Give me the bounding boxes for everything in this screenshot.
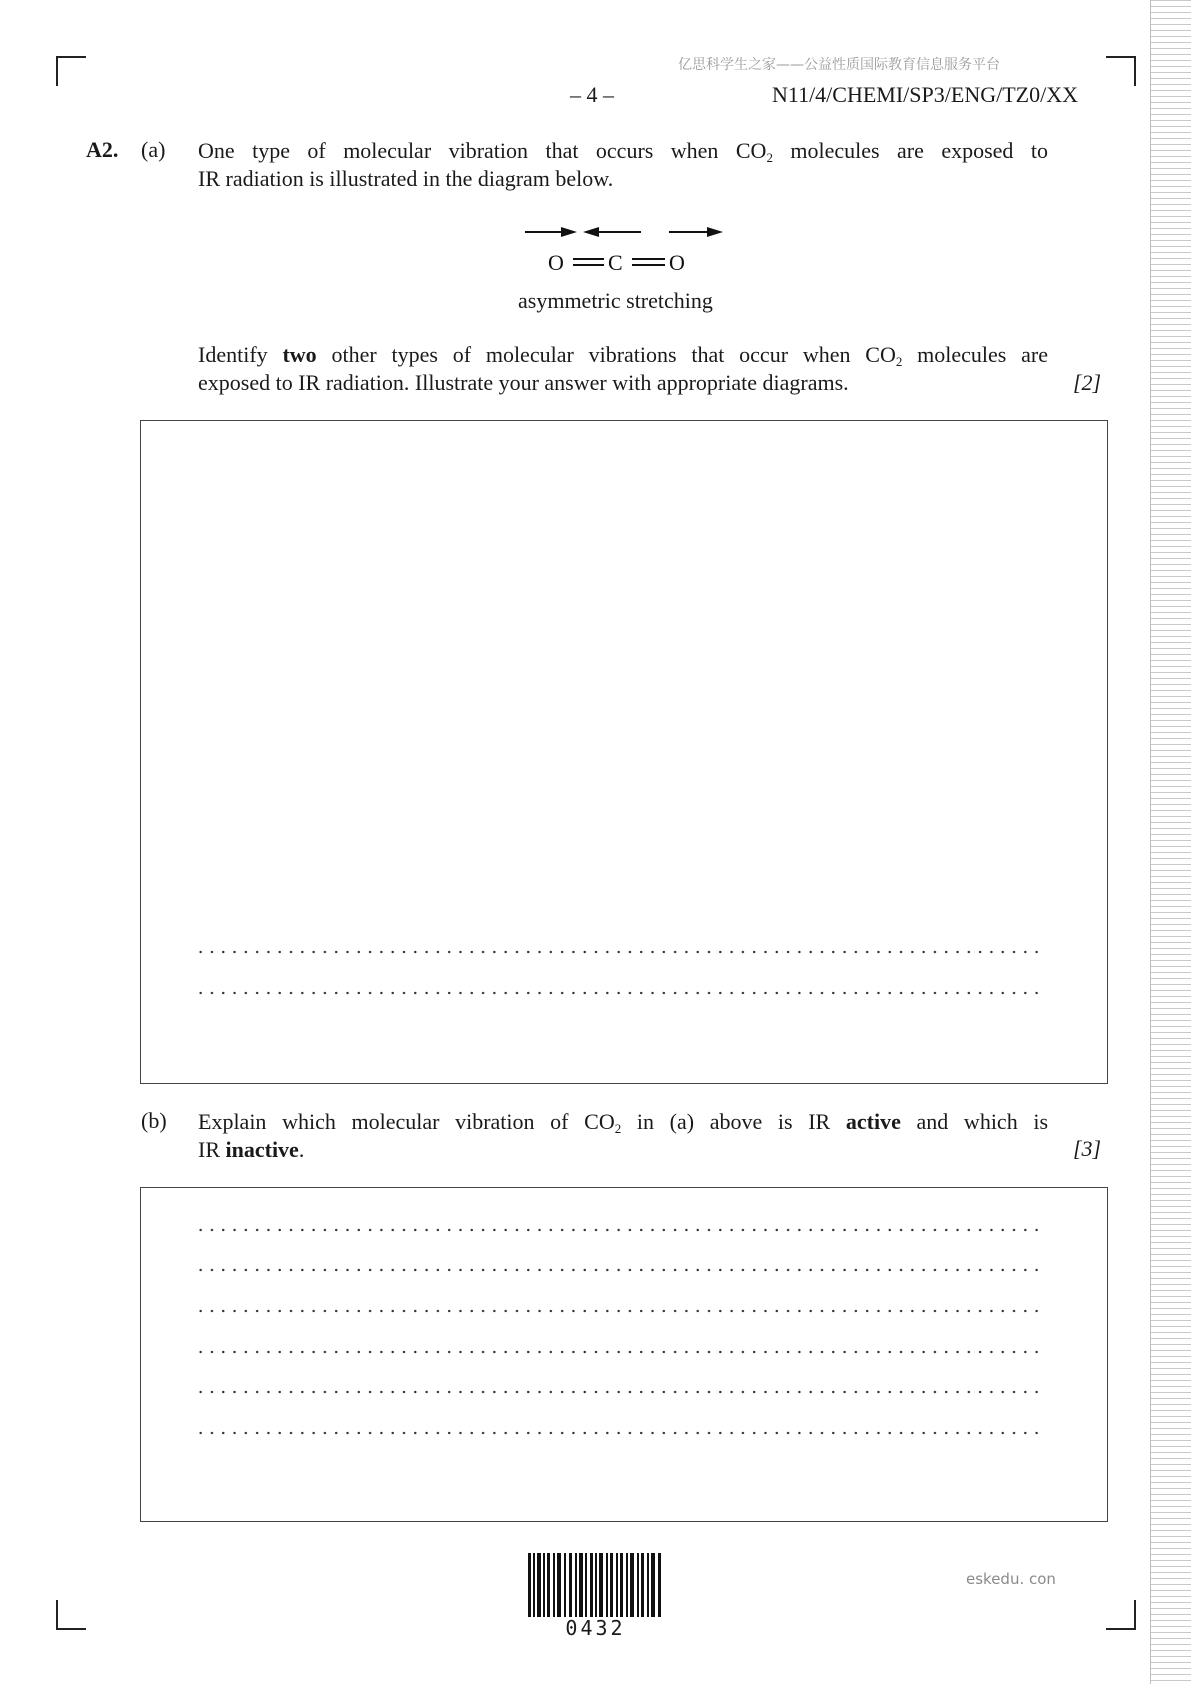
prompt-text: . [298,1137,305,1162]
answer-line[interactable] [195,1390,1045,1394]
part-a-task [198,341,1048,397]
answer-line[interactable] [195,991,1045,995]
answer-line[interactable] [195,1228,1045,1232]
intro-text: One type of molecular vibration that occurs when CO [198,138,767,163]
answer-line[interactable] [195,1431,1045,1435]
barcode-number: 0432 [565,1616,626,1640]
part-a-intro [198,137,1048,193]
intro-text-line2: IR radiation is illustrated in the diagram below. [198,166,614,191]
crop-mark-top-right [1106,56,1136,86]
marks-part-b: [3] [1073,1136,1102,1161]
part-b-prompt [198,1108,1048,1164]
crop-mark-bottom-right [1106,1600,1136,1630]
answer-line[interactable] [195,1350,1045,1354]
answer-box-part-a[interactable] [140,420,1108,1084]
part-a-label: (a) [141,137,166,162]
crop-mark-bottom-left [56,1600,86,1630]
answer-line[interactable] [195,1309,1045,1313]
answer-box-part-b[interactable] [140,1187,1108,1522]
task-text: other types of molecular vibrations that occur when CO [316,342,896,367]
atom-o-left: O [548,250,564,275]
prompt-text: IR [198,1137,226,1162]
prompt-text: Explain which molecular vibration of CO [198,1109,615,1134]
part-b-label: (b) [141,1108,167,1133]
task-text: molecules are [902,342,1048,367]
subscript: 2 [766,150,773,165]
barcode-icon [528,1553,663,1617]
prompt-text: in (a) above is IR [621,1109,846,1134]
site-watermark: eskedu. con [966,1570,1056,1588]
subscript: 2 [895,354,903,369]
arrowhead-icon [707,227,723,237]
page-number: – 4 – [570,82,614,107]
watermark-text: 亿思科学生之家——公益性质国际教育信息服务平台 [678,57,1000,73]
prompt-emphasis: active [845,1109,901,1134]
prompt-text: and which is [900,1109,1049,1134]
question-number: A2. [86,137,119,162]
arrowhead-icon [583,227,599,237]
arrowhead-icon [561,227,577,237]
atom-c: C [608,250,623,275]
crop-mark-top-left [56,56,86,86]
task-text-line2: exposed to IR radiation. Illustrate your answer with appropriate diagrams. [198,370,849,395]
subscript: 2 [614,1121,622,1136]
answer-line[interactable] [195,950,1045,954]
answer-line[interactable] [195,1268,1045,1272]
task-text: Identify [198,342,283,367]
binding-strip [1150,0,1191,1684]
intro-text: molecules are exposed to [772,138,1048,163]
marks-part-a: [2] [1073,370,1102,395]
atom-o-right: O [669,250,685,275]
prompt-emphasis: inactive [225,1137,299,1162]
paper-code: N11/4/CHEMI/SP3/ENG/TZ0/XX [772,82,1078,107]
task-emphasis: two [282,342,317,367]
co2-asymmetric-stretch-diagram [515,220,735,280]
diagram-caption: asymmetric stretching [518,288,713,313]
